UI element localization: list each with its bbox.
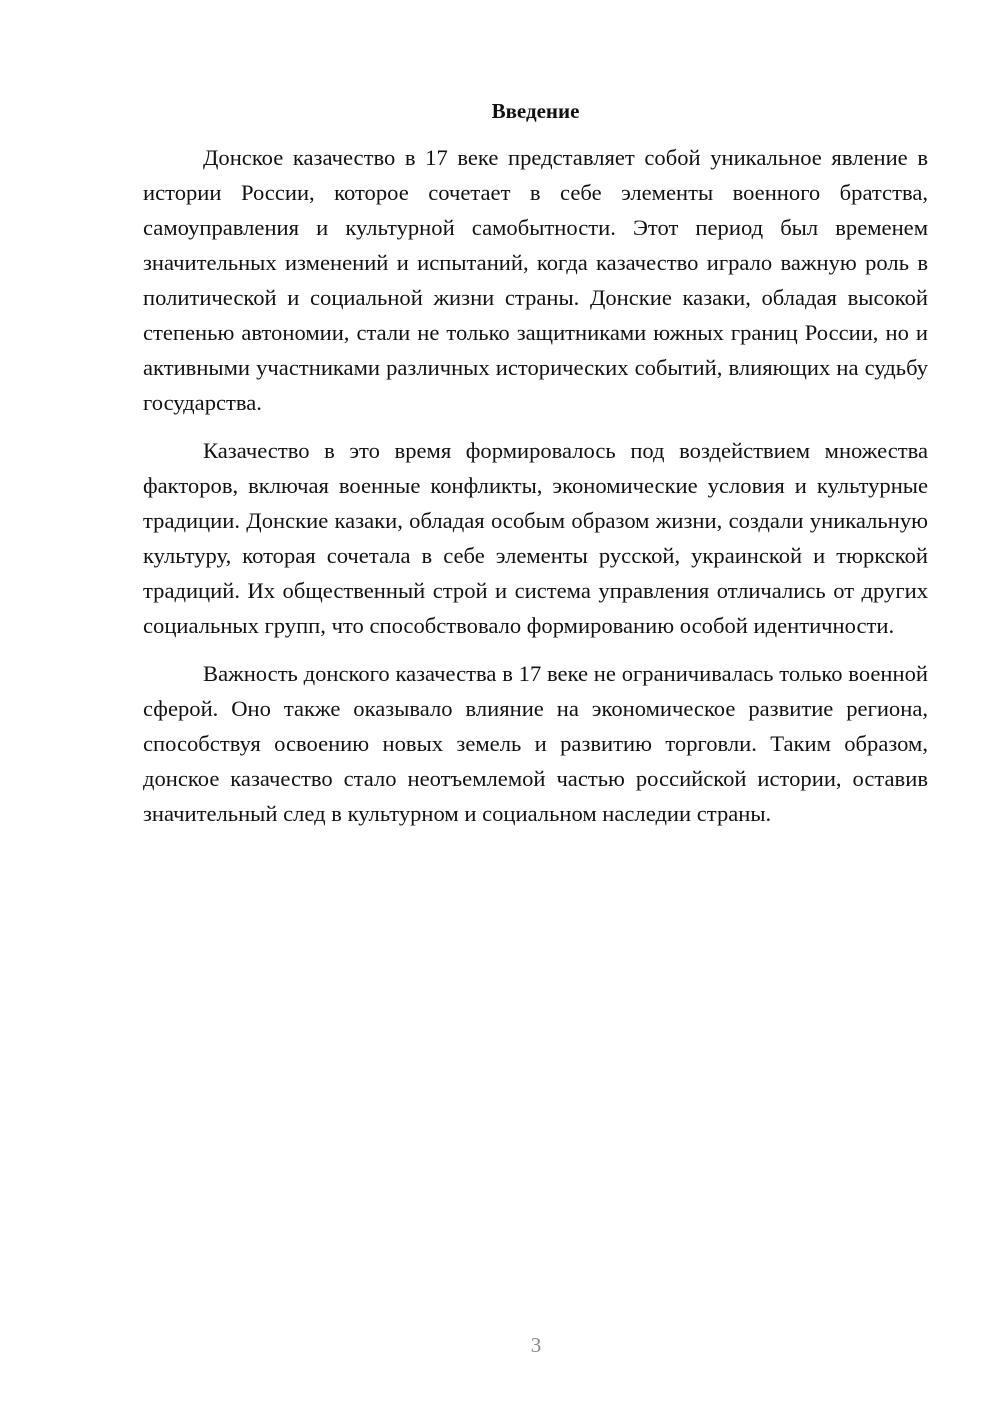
page-content: [143, 96, 928, 844]
paragraph-1: Донское казачество в 17 веке представляет собой уникальное явление в истории России, которое сочетает в себе элементы военного братства, самоуправления и культурной самобытности. Этот период был временем значительных изменений и испытаний, когда казачество играло важную роль в политической и социальной жизни страны. Донские казаки, обладая высокой степенью автономии, стали не только защитниками южных границ России, но и активными участниками различных исторических событий, влияющих на судьбу государства.: [143, 145, 928, 415]
paragraph-3: Важность донского казачества в 17 веке не ограничивалась только военной сферой. Оно также оказывало влияние на экономическое развитие региона, способствуя освоению новых земель и развитию торговли. Таким образом, донское казачество стало неотъемлемой частью российской истории, оставив значительный след в культурном и социальном наследии страны.: [143, 661, 928, 826]
section-title: Введение: [491, 99, 580, 123]
paragraph-2: Казачество в это время формировалось под воздействием множества факторов, включая военные конфликты, экономические условия и культурные традиции. Донские казаки, обладая особым образом жизни, создали уникальную культуру, которая сочетала в себе элементы русской, украинской и тюркской традиций. Их общественный строй и система управления отличались от других социальных групп, что способствовало формированию особой идентичности.: [143, 438, 928, 638]
page-number: 3: [530, 1333, 542, 1357]
